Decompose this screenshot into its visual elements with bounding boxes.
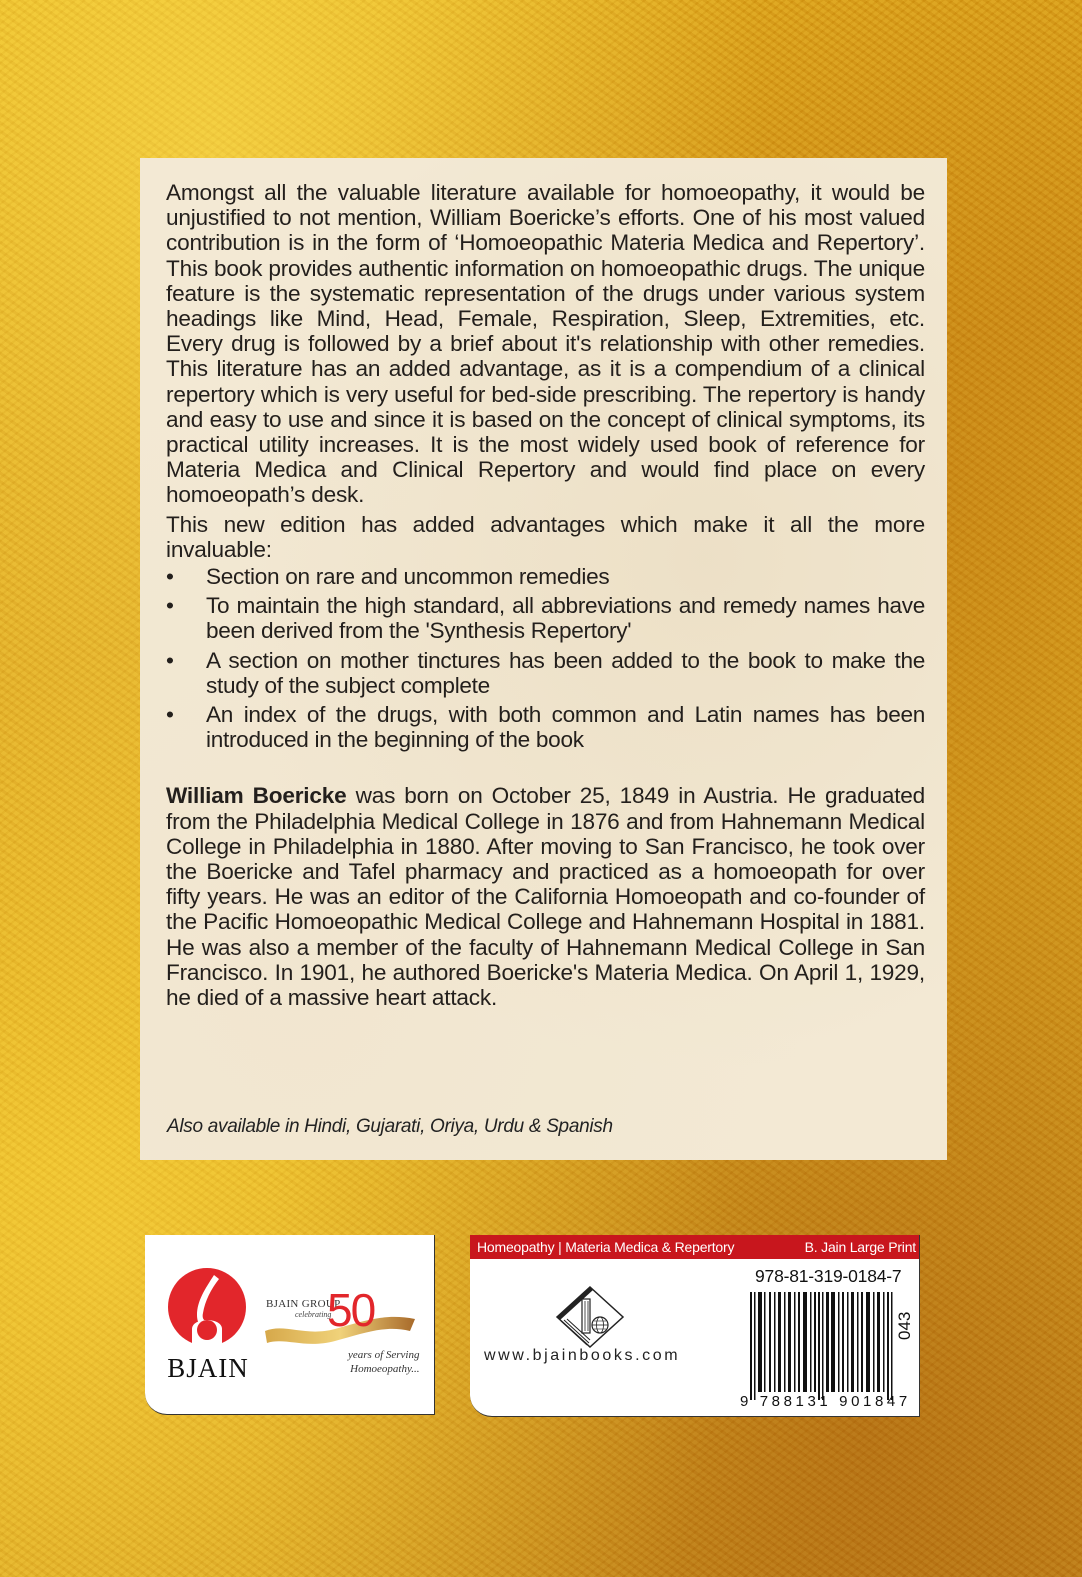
- author-name: William Boericke: [166, 783, 347, 809]
- also-available-note: Also available in Hindi, Gujarati, Oriya, Urdu & Spanish: [167, 1116, 613, 1137]
- feature-item: • Section on rare and uncommon remedies: [166, 564, 610, 590]
- celebrating-label: celebrating: [295, 1310, 332, 1319]
- anniversary-number: 50: [327, 1284, 375, 1336]
- bullet-icon: •: [166, 647, 174, 673]
- feature-item: • A section on mother tinctures has been added to the book to make the study of the subject complete: [166, 647, 925, 698]
- bullet-icon: •: [166, 702, 174, 728]
- series-label: B. Jain Large Print: [804, 1239, 916, 1255]
- anniversary-tagline: years of Serving Homoeopathy...: [348, 1349, 420, 1375]
- author-bio-text: was born on October 25, 1849 in Austria. He graduated from the Philadelphia Medical College in 1876 and from Hahnemann Medical College in Philadelphia in 1880. After moving to San Francisco, he took over the Boericke and Tafel pharmacy and practiced as a homoeopath for over fifty years. He was an editor of the California Homoeopath and co-founder of the Pacific Homoeopathic Medical College and Hahnemann Hospital in 1881. He was also a member of the faculty of Hahnemann Medical College in San Francisco. In 1901, he authored Boericke's Materia Medica. On April 1, 1929, he died of a massive heart attack.: [166, 783, 925, 1011]
- website-link[interactable]: www.bjainbooks.com: [484, 1347, 681, 1364]
- bjain-logo-icon: [167, 1267, 247, 1347]
- barcode-icon: [748, 1292, 898, 1400]
- publisher-logo-box: [145, 1235, 435, 1415]
- group-label: BJAIN GROUP: [266, 1298, 341, 1310]
- feature-item: • An index of the drugs, with both common and Latin names has been introduced in the beginning of the book: [166, 702, 925, 753]
- bjain-wordmark: BJAIN: [167, 1353, 249, 1383]
- barcode-box: [470, 1235, 920, 1417]
- feature-item: • To maintain the high standard, all abbreviations and remedy names have been derived from the 'Synthesis Repertory': [166, 593, 925, 644]
- author-bio: [166, 783, 925, 1010]
- bullet-icon: •: [166, 564, 174, 590]
- intro-paragraph: Amongst all the valuable literature available for homoeopathy, it would be unjustified to not mention, William Boericke’s efforts. One of his most valued contribution is in the form of ‘Homoeopathic Materia Medica and Repertory’. This book provides authentic information on homoeopathic drugs. The unique feature is the systematic representation of the drugs under various system headings like Mind, Head, Female, Respiration, Sleep, Extremities, etc. Every drug is followed by a brief about it's relationship with other remedies. This literature has an added advantage, as it is a compendium of a clinical repertory which is very useful for bed-side prescribing. The repertory is handy and easy to use and since it is based on the concept of clinical symptoms, its practical utility increases. It is the most widely used book of reference for Materia Medica and Clinical Repertory and would find place on every homoeopath’s desk.: [166, 180, 925, 508]
- description-panel: [140, 158, 947, 1160]
- bullet-icon: •: [166, 593, 174, 619]
- feature-list: [166, 564, 925, 752]
- category-band: [470, 1235, 919, 1259]
- publisher-book-globe-icon: [555, 1285, 625, 1349]
- edition-intro: This new edition has added advantages which make it all the more invaluable:: [166, 511, 925, 562]
- ean-digits: 9 788131 901847: [740, 1393, 911, 1410]
- price-code: 043: [895, 1311, 914, 1340]
- category-label: Homeopathy | Materia Medica & Repertory: [477, 1239, 735, 1255]
- isbn-number: 978-81-319-0184-7: [755, 1266, 902, 1286]
